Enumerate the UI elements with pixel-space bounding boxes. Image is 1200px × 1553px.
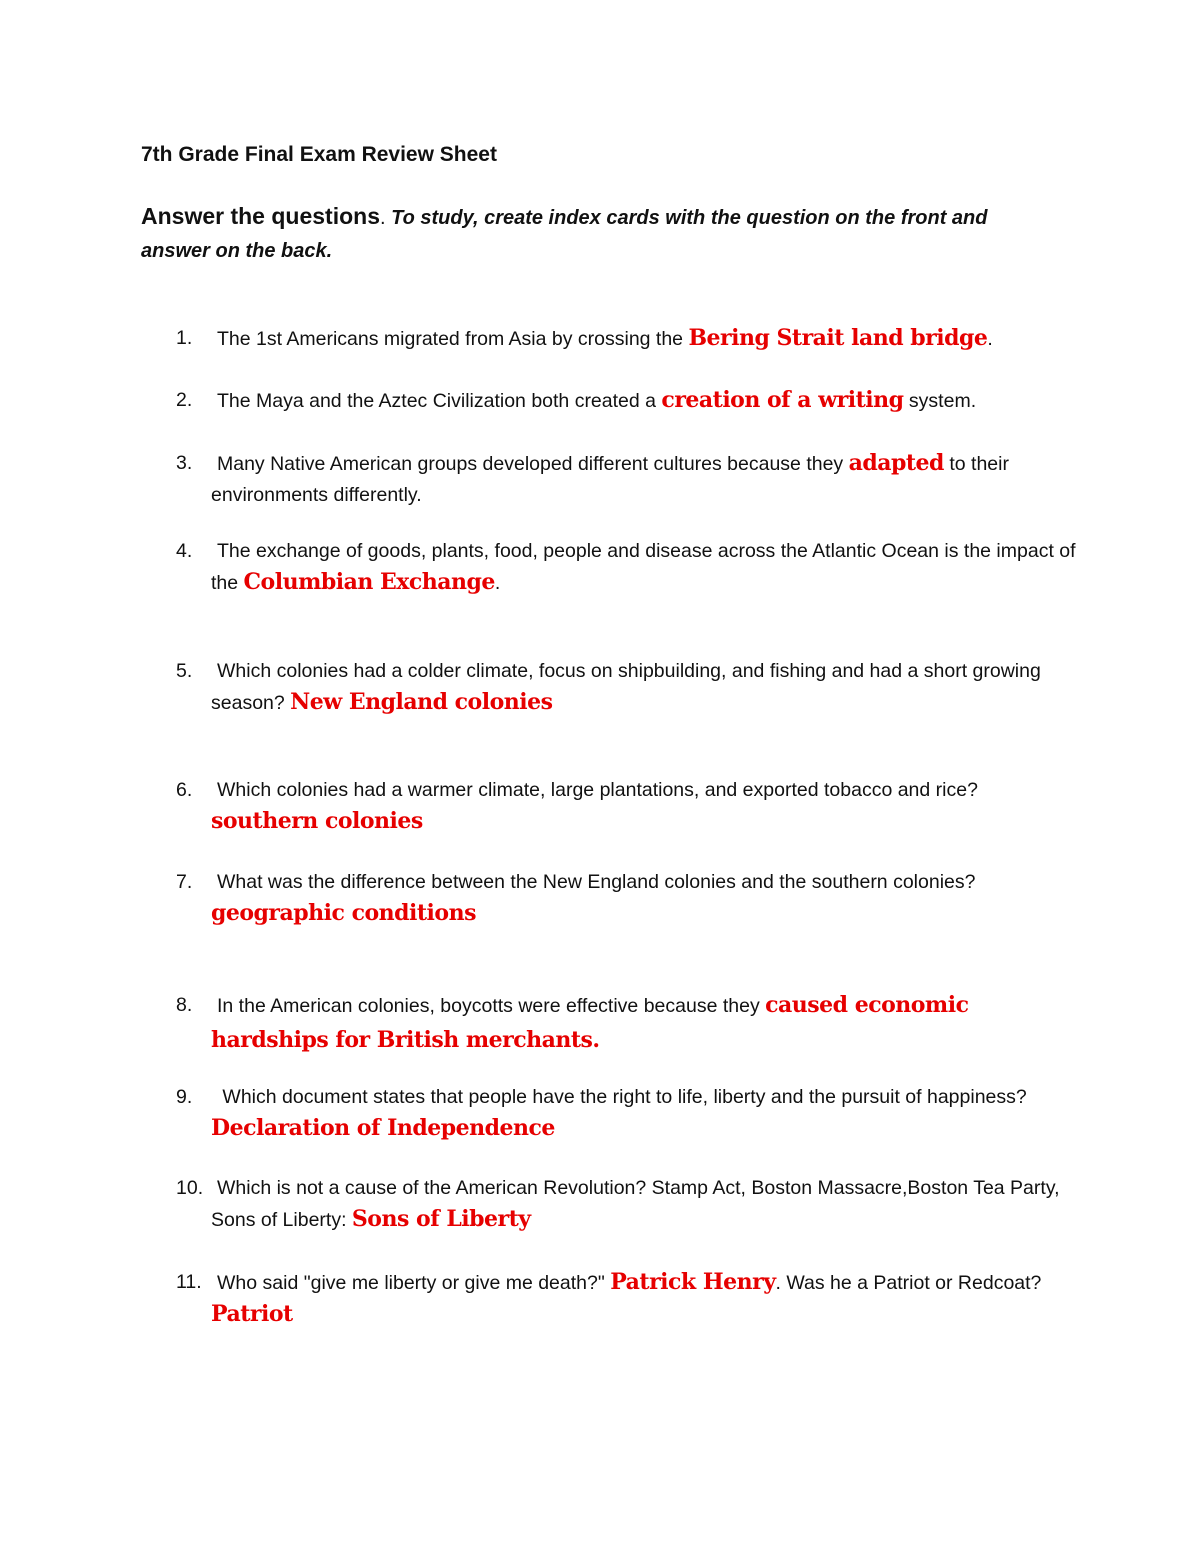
question-number: 10. <box>176 1177 204 1199</box>
question-text-end: . <box>494 572 501 594</box>
answer: southern colonies <box>211 808 423 834</box>
answer-2: Patriot <box>211 1301 293 1327</box>
answer: caused economic hardships for British merchants. <box>211 992 969 1053</box>
question-text-end: . <box>987 328 993 350</box>
question-text: Who said "give me liberty or give me death?" <box>217 1272 611 1294</box>
answer: adapted <box>848 450 944 476</box>
question-text: Which colonies had a colder climate, focus on shipbuilding, and fishing and had a short growing season? <box>211 660 1041 714</box>
question-number: 6. <box>176 779 193 801</box>
question-text: The exchange of goods, plants, food, people and disease across the Atlantic Ocean is the impact of the <box>211 540 1076 594</box>
instructions <box>141 200 1061 268</box>
answer: creation of a writing <box>661 387 904 413</box>
question-number: 1. <box>176 327 193 349</box>
question-text: Which is not a cause of the American Revolution? Stamp Act, Boston Massacre,Boston Tea Party, Sons of Liberty: <box>211 1177 1060 1231</box>
question-number: 8. <box>176 994 193 1016</box>
question-number: 9. <box>176 1086 193 1108</box>
question-number: 5. <box>176 660 193 682</box>
question-text: Which colonies had a warmer climate, large plantations, and exported tobacco and rice? <box>217 779 978 801</box>
question-number: 2. <box>176 389 193 411</box>
instructions-lead: Answer the questions <box>141 203 380 229</box>
answer: Patrick Henry <box>610 1269 776 1295</box>
instructions-text: To study, create index cards with the question on the front and answer on the back. <box>141 207 988 262</box>
answer: Declaration of Independence <box>211 1115 555 1141</box>
question-text-mid: . Was he a Patriot or Redcoat? <box>775 1272 1042 1294</box>
question-text-end: system. <box>903 390 977 412</box>
question-number: 3. <box>176 452 193 474</box>
answer: geographic conditions <box>211 900 476 926</box>
question-number: 7. <box>176 871 193 893</box>
question-text-end: to their environments differently. <box>211 453 1009 506</box>
question-number: 4. <box>176 540 193 562</box>
question-text: What was the difference between the New England colonies and the southern colonies? <box>217 871 976 893</box>
question-text: Which document states that people have the right to life, liberty and the pursuit of happiness? <box>217 1086 1027 1108</box>
answer: Bering Strait land bridge <box>688 325 988 351</box>
answer: Sons of Liberty <box>351 1206 531 1232</box>
question-text: The Maya and the Aztec Civilization both created a <box>217 390 662 412</box>
question-text: In the American colonies, boycotts were effective because they <box>217 995 766 1017</box>
question-number: 11. <box>176 1271 202 1293</box>
page-title: 7th Grade Final Exam Review Sheet <box>141 143 497 166</box>
answer: Columbian Exchange <box>243 569 495 595</box>
instructions-dot: . <box>379 207 392 229</box>
answer: New England colonies <box>290 689 553 715</box>
question-text: The 1st Americans migrated from Asia by crossing the <box>217 328 689 350</box>
question-text: Many Native American groups developed different cultures because they <box>217 453 849 475</box>
